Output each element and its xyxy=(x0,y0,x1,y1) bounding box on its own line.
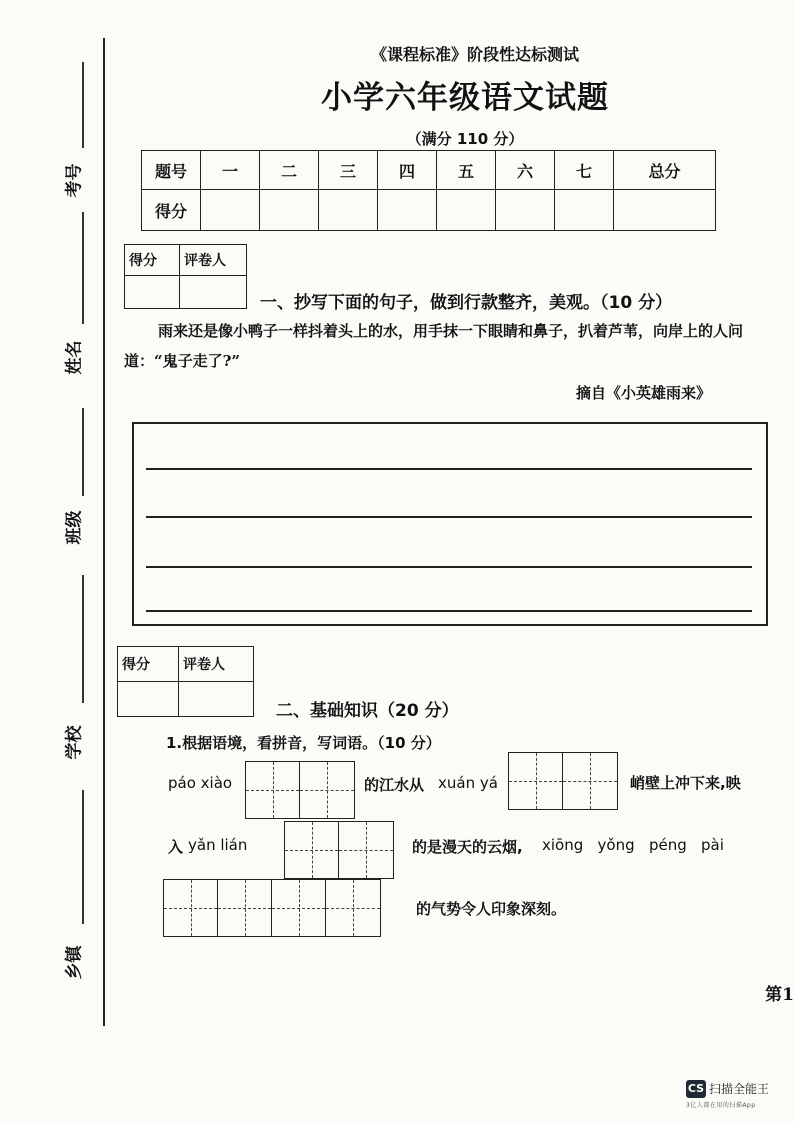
column-header: 五 xyxy=(437,151,496,190)
exam-number-label: 考号 xyxy=(64,163,85,198)
section2-heading: 二、基础知识（20 分） xyxy=(276,701,459,721)
char-cell[interactable] xyxy=(218,880,272,936)
char-cell[interactable] xyxy=(164,880,218,936)
binding-line xyxy=(103,38,105,1026)
pinyin-yanlian: yǎn lián xyxy=(188,836,248,854)
grader-name-label: 评卷人 xyxy=(180,245,247,276)
page-number: 第1 xyxy=(765,985,794,1005)
score-table-header-row xyxy=(142,151,716,190)
score-row-label: 得分 xyxy=(142,190,201,231)
column-header: 七 xyxy=(555,151,614,190)
writing-line xyxy=(146,516,752,518)
class-label: 班级 xyxy=(64,510,85,545)
score-cell[interactable] xyxy=(437,190,496,231)
score-cell[interactable] xyxy=(201,190,260,231)
question1-prompt: 1.根据语境，看拼音，写词语。（10 分） xyxy=(166,734,441,752)
camscanner-logo-icon: CS xyxy=(686,1080,706,1098)
score-cell[interactable] xyxy=(378,190,437,231)
school-field xyxy=(82,575,84,703)
total-score-cell[interactable] xyxy=(614,190,716,231)
grader-name-cell[interactable] xyxy=(180,276,247,309)
watermark-app-name: 扫描全能王 xyxy=(709,1082,770,1096)
line1-text-a: 的江水从 xyxy=(364,776,425,794)
column-header: 六 xyxy=(496,151,555,190)
char-cell[interactable] xyxy=(509,753,563,809)
grader-score-cell[interactable] xyxy=(118,682,179,717)
char-cell[interactable] xyxy=(326,880,380,936)
writing-line xyxy=(146,566,752,568)
section1-heading: 一、抄写下面的句子，做到行款整齐，美观。（10 分） xyxy=(260,293,673,313)
township-label: 乡镇 xyxy=(64,945,85,980)
watermark-tagline: 3亿人都在用的扫描App xyxy=(686,1101,756,1109)
line2-text-a: 的是漫天的云烟, xyxy=(412,838,523,856)
writing-line xyxy=(146,468,752,470)
column-header: 三 xyxy=(319,151,378,190)
exam-subtitle: 《课程标准》阶段性达标测试 xyxy=(370,45,579,64)
char-cell[interactable] xyxy=(272,880,326,936)
grader-name-cell[interactable] xyxy=(179,682,254,717)
score-table xyxy=(141,150,716,231)
total-header: 总分 xyxy=(614,151,716,190)
char-cell[interactable] xyxy=(563,753,617,809)
exam-title: 小学六年级语文试题 xyxy=(321,80,609,116)
answer-grid-xuanya[interactable] xyxy=(508,752,618,810)
township-field xyxy=(82,790,84,924)
column-header: 四 xyxy=(378,151,437,190)
score-cell[interactable] xyxy=(496,190,555,231)
full-score: （满分 110 分） xyxy=(406,130,524,148)
char-cell[interactable] xyxy=(285,822,339,878)
school-label: 学校 xyxy=(64,725,85,760)
section2-grader-box xyxy=(117,646,254,717)
grader-score-label: 得分 xyxy=(118,647,179,682)
answer-grid-xiongyongpengpai[interactable] xyxy=(163,879,381,937)
exam-number-field xyxy=(82,62,84,148)
grader-score-label: 得分 xyxy=(125,245,180,276)
writing-line xyxy=(146,610,752,612)
copy-writing-area[interactable] xyxy=(132,422,768,626)
name-field xyxy=(82,212,84,324)
char-cell[interactable] xyxy=(339,822,393,878)
char-cell[interactable] xyxy=(246,762,300,818)
column-header: 二 xyxy=(260,151,319,190)
section1-source: 摘自《小英雄雨来》 xyxy=(576,384,712,402)
column-header: 一 xyxy=(201,151,260,190)
score-cell[interactable] xyxy=(260,190,319,231)
question-number-header: 题号 xyxy=(142,151,201,190)
scanner-watermark xyxy=(686,1078,769,1109)
answer-grid-yanlian[interactable] xyxy=(284,821,394,879)
char-cell[interactable] xyxy=(300,762,354,818)
pinyin-paoxiao: páo xiào xyxy=(168,774,233,792)
class-field xyxy=(82,408,84,496)
score-cell[interactable] xyxy=(319,190,378,231)
pinyin-xuanya: xuán yá xyxy=(438,774,498,792)
score-table-score-row xyxy=(142,190,716,231)
name-label: 姓名 xyxy=(64,340,85,375)
grader-name-label: 评卷人 xyxy=(179,647,254,682)
pinyin-xiongyongpengpai: xiōng yǒng péng pài xyxy=(542,836,724,854)
section1-passage: 雨来还是像小鸭子一样抖着头上的水，用手抹一下眼睛和鼻子，扒着芦苇，向岸上的人问道：“鬼子走了?” xyxy=(124,322,744,370)
grader-score-cell[interactable] xyxy=(125,276,180,309)
section1-grader-box xyxy=(124,244,247,309)
line3-text: 的气势令人印象深刻。 xyxy=(416,900,567,918)
score-cell[interactable] xyxy=(555,190,614,231)
answer-grid-paoxiao[interactable] xyxy=(245,761,355,819)
line1-text-b: 峭壁上冲下来,映 xyxy=(630,774,741,792)
line2-prefix: 入 xyxy=(168,838,184,856)
